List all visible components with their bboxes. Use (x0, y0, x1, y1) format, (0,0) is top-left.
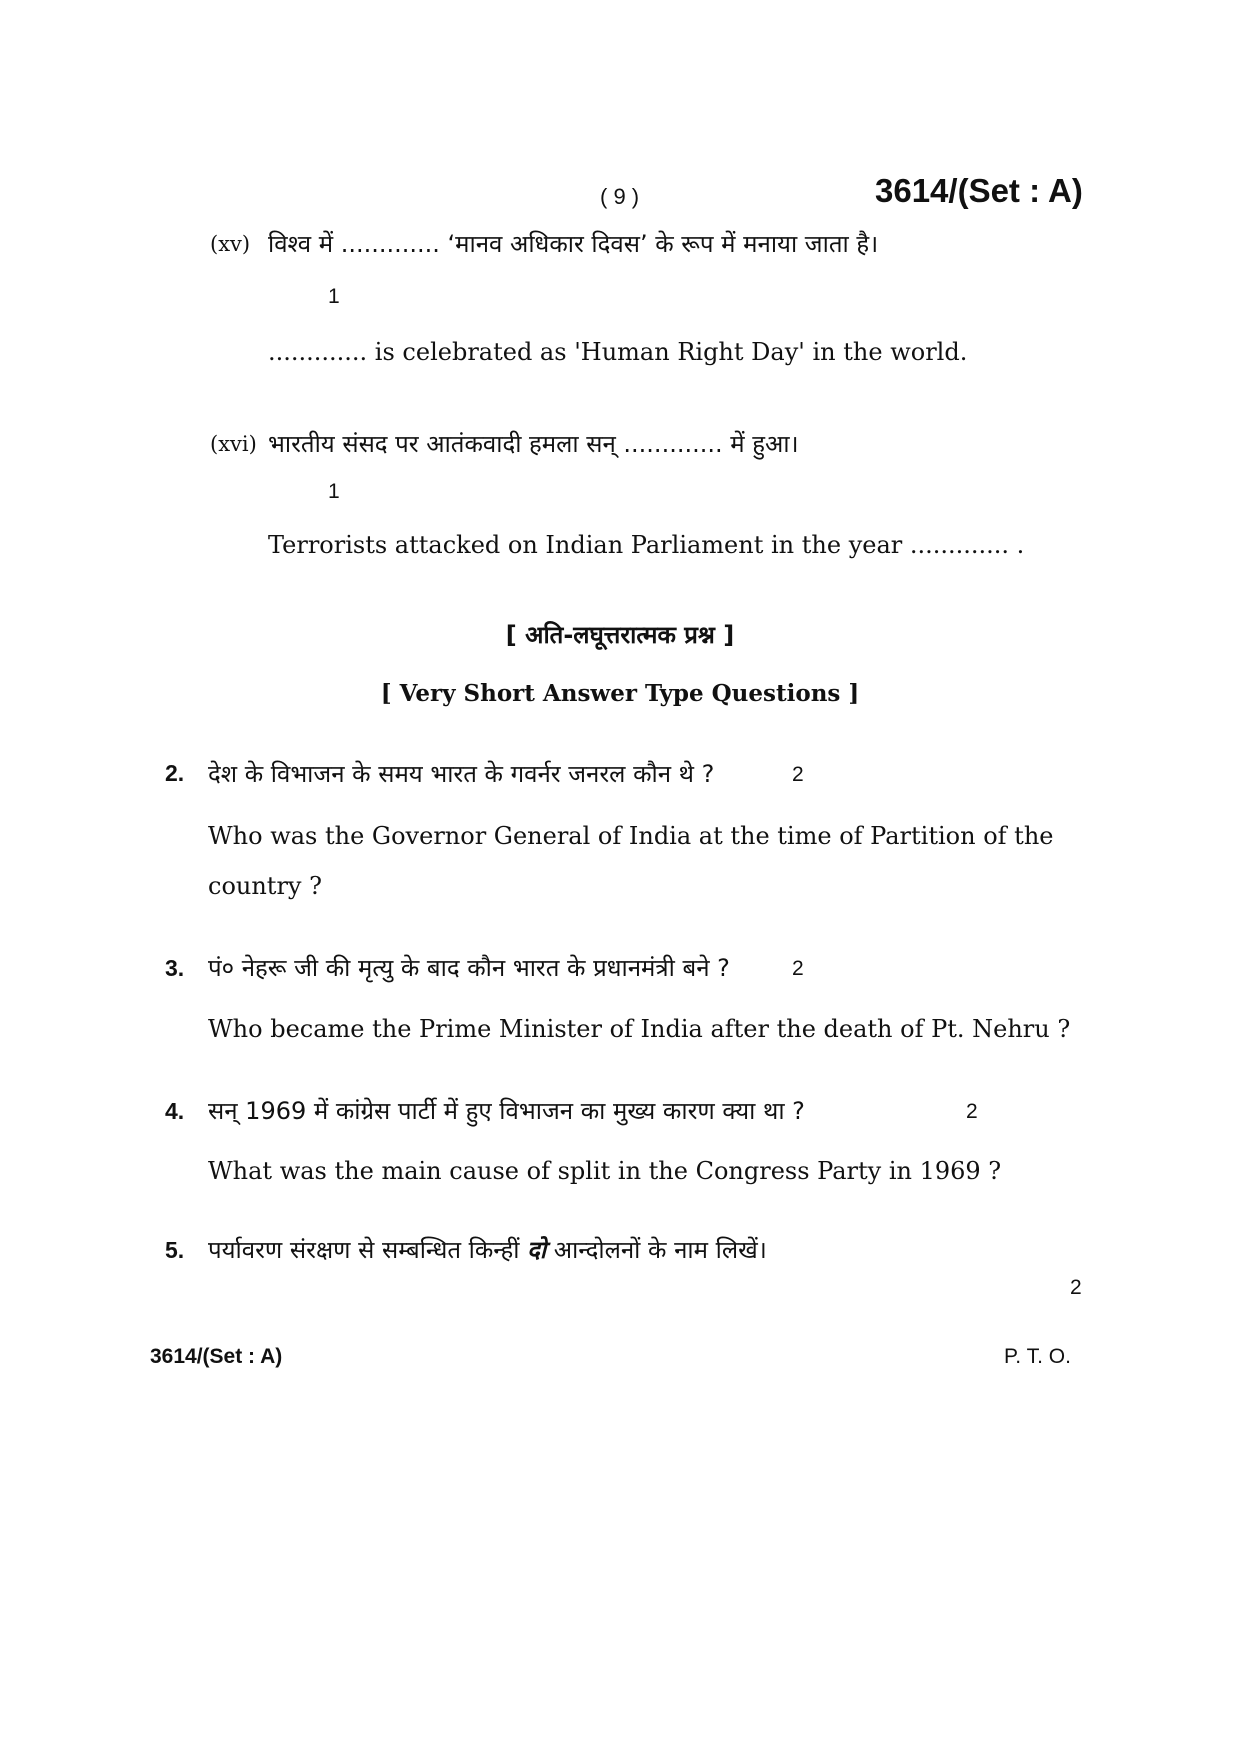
subquestion-number: (xv) (210, 232, 251, 256)
marks-label: 2 (792, 763, 804, 786)
question-hindi-text: पं० नेहरू जी की मृत्यु के बाद कौन भारत के प्रधानमंत्री बने ? (208, 954, 730, 982)
section-heading-hindi: [ अति-लघूत्तरात्मक प्रश्न ] (505, 621, 735, 649)
subquestion-english-text: ............. is celebrated as 'Human Right Day' in the world. (268, 338, 968, 366)
question-hindi-text: सन् 1969 में कांग्रेस पार्टी में हुए विभाजन का मुख्य कारण क्या था ? (208, 1097, 805, 1125)
question-number: 3. (165, 955, 185, 981)
question-english-text: country ? (208, 872, 322, 900)
question-number: 4. (165, 1098, 185, 1124)
marks-label: 2 (966, 1100, 978, 1123)
question-hindi-text-part: पर्यावरण संरक्षण से सम्बन्धित किन्हीं (208, 1236, 520, 1264)
set-code-footer: 3614/(Set : A) (150, 1345, 283, 1368)
question-hindi-text-part: आन्दोलनों के नाम लिखें। (553, 1236, 767, 1264)
page-number: ( 9 ) (600, 184, 640, 209)
marks-label: 2 (792, 957, 804, 980)
marks-label: 1 (328, 285, 340, 308)
question-hindi-text: देश के विभाजन के समय भारत के गवर्नर जनरल कौन थे ? (208, 760, 715, 788)
question-number: 5. (165, 1237, 185, 1263)
question-english-text: What was the main cause of split in the Congress Party in 1969 ? (208, 1157, 1002, 1185)
subquestion-english-text: Terrorists attacked on Indian Parliament in the year ............. . (268, 531, 1025, 559)
subquestion-hindi-text: भारतीय संसद पर आतंकवादी हमला सन् ............. में हुआ। (268, 430, 799, 458)
subquestion-hindi-text: विश्व में ............. ‘मानव अधिकार दिवस’ के रूप में मनाया जाता है। (268, 230, 879, 258)
set-code-header: 3614/(Set : A) (875, 172, 1083, 209)
question-hindi-text (208, 1233, 767, 1266)
marks-label: 1 (328, 480, 340, 503)
question-english-text: Who became the Prime Minister of India after the death of Pt. Nehru ? (208, 1015, 1071, 1043)
pto-label: P. T. O. (1004, 1345, 1071, 1368)
subquestion-number: (xvi) (210, 432, 257, 456)
marks-label: 2 (1070, 1276, 1082, 1299)
emphasis-word: दो (527, 1236, 547, 1264)
question-english-text: Who was the Governor General of India at the time of Partition of the (208, 822, 1054, 850)
section-heading-english: [ Very Short Answer Type Questions ] (380, 680, 860, 707)
question-number: 2. (165, 760, 185, 786)
